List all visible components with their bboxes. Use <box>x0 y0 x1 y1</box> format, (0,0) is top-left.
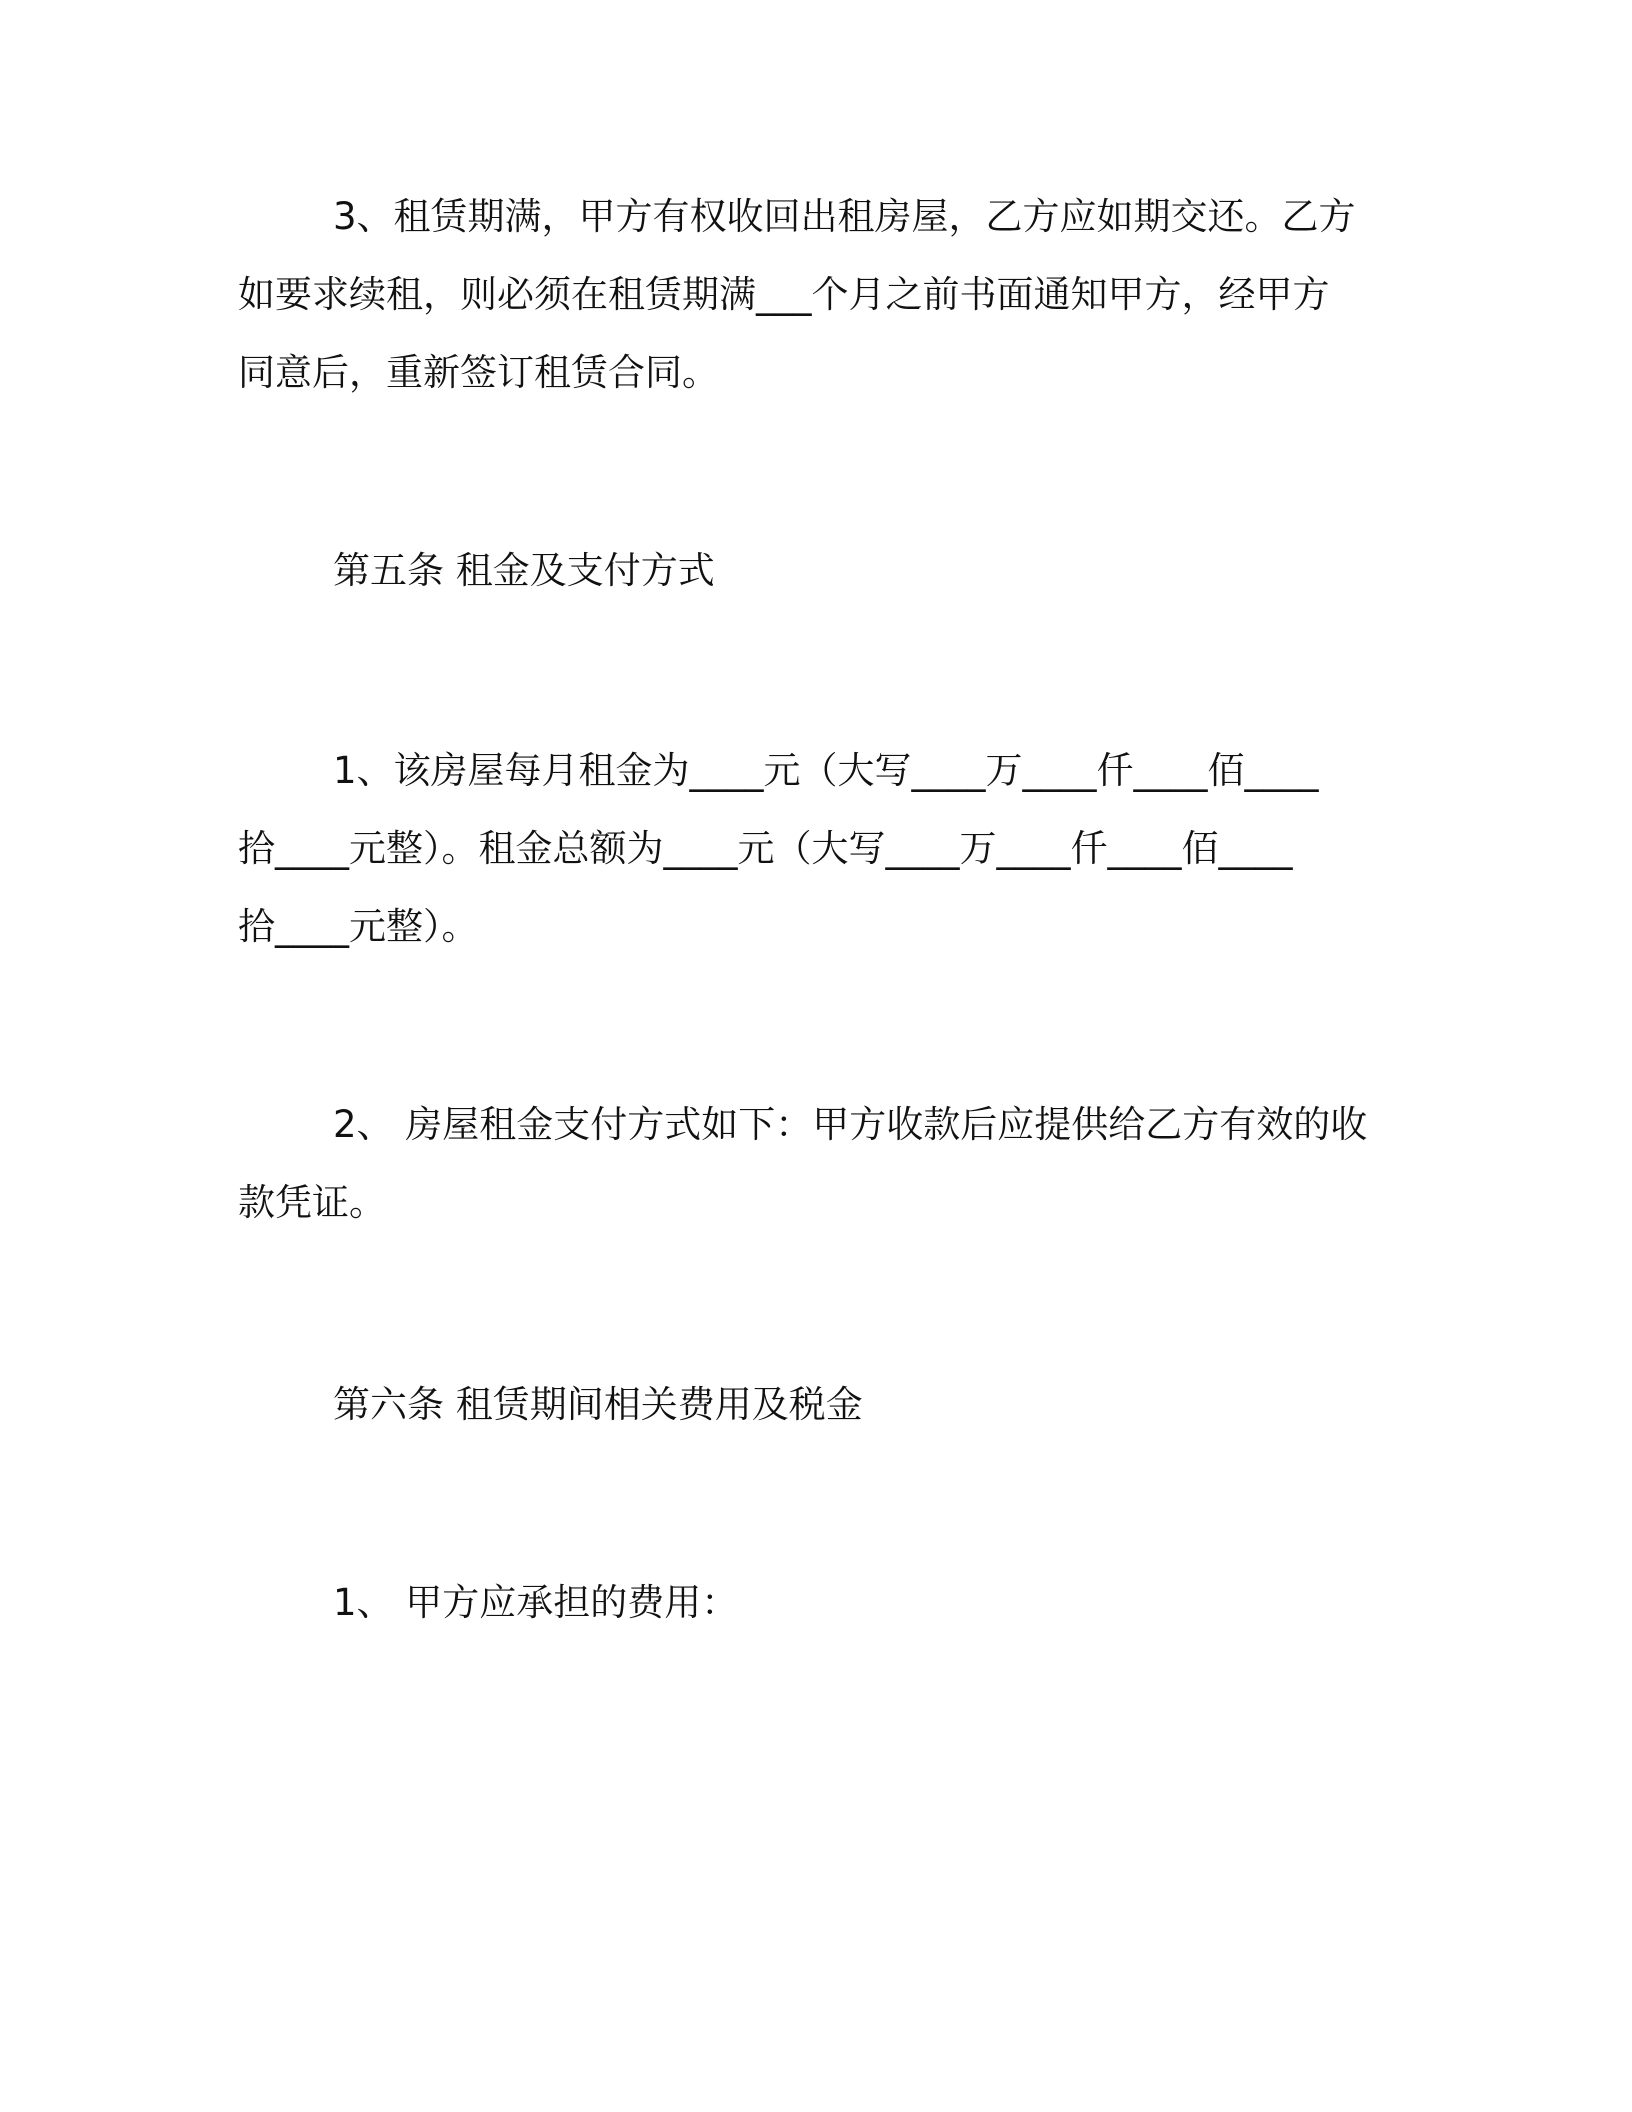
clause6-heading: 第六条 租赁期间相关费用及税金 <box>333 1383 863 1426</box>
clause5-item1-line2: 拾____元整）。租金总额为____元（大写____万____仟____佰____ <box>238 827 1293 870</box>
clause4-item3-line2: 如要求续租，则必须在租赁期满___个月之前书面通知甲方，经甲方 <box>238 273 1330 316</box>
clause5-item1-line1: 1、该房屋每月租金为____元（大写____万____仟____佰____ <box>333 749 1319 792</box>
clause5-item1-line3: 拾____元整）。 <box>238 905 479 948</box>
clause4-item3-line3: 同意后，重新签订租赁合同。 <box>238 351 719 394</box>
clause4-item3-line1: 3、租赁期满，甲方有权收回出租房屋，乙方应如期交还。乙方 <box>333 195 1356 238</box>
clause5-item2-line2: 款凭证。 <box>238 1181 386 1224</box>
clause6-item1-line1: 1、 甲方应承担的费用： <box>333 1581 739 1624</box>
clause5-item2-line1: 2、 房屋租金支付方式如下：甲方收款后应提供给乙方有效的收 <box>333 1103 1368 1146</box>
clause5-heading: 第五条 租金及支付方式 <box>333 549 715 592</box>
